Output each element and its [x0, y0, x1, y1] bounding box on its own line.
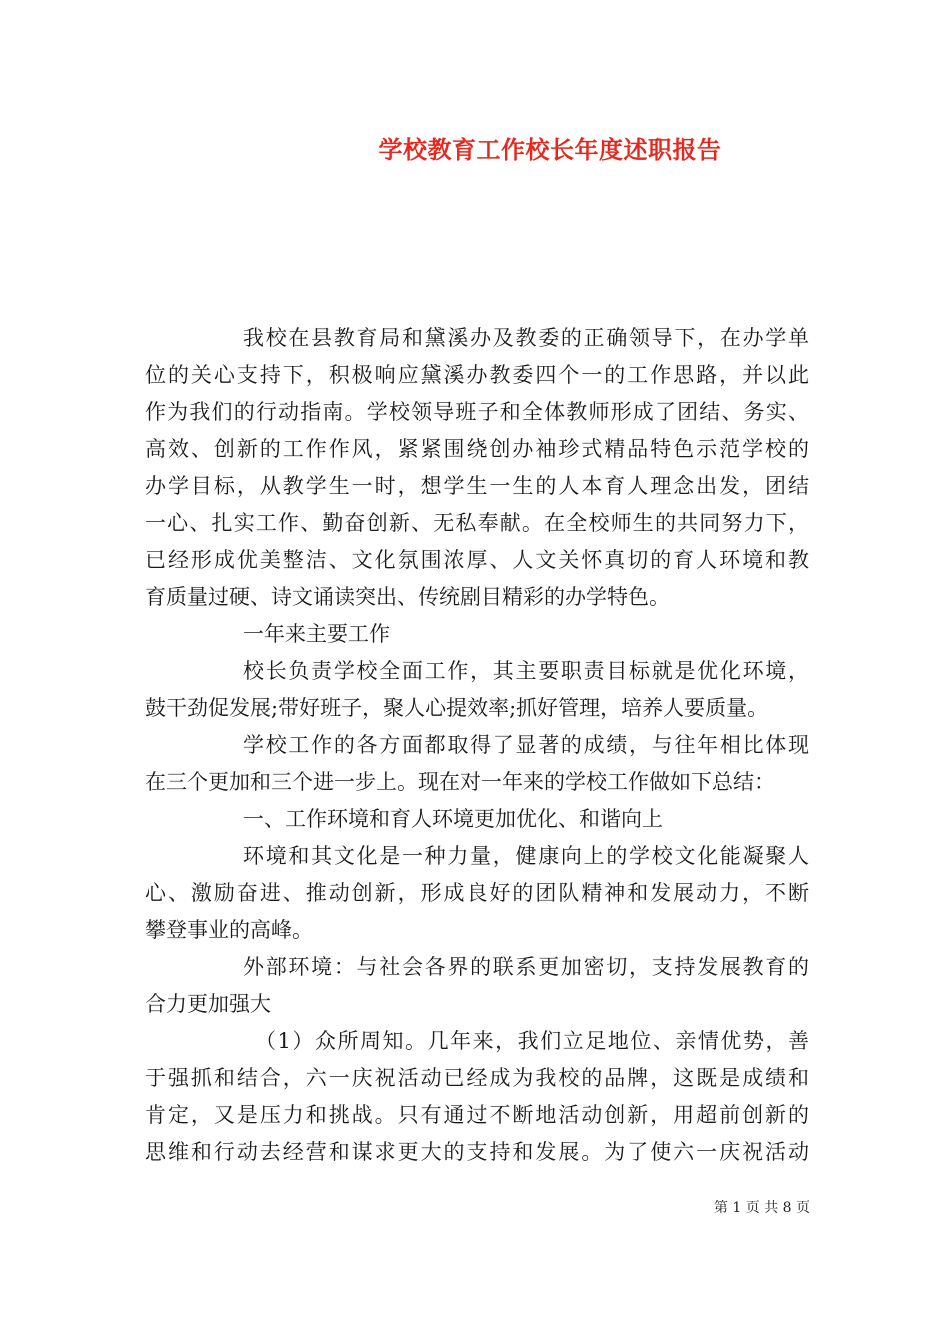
paragraph-line: 已经形成优美整洁、文化氛围浓厚、人文关怀真切的育人环境和教 — [145, 548, 809, 572]
paragraph-line: 我校在县教育局和黛溪办及教委的正确领导下，在办学单 — [243, 326, 809, 350]
paragraph-line: 于强抓和结合，六一庆祝活动已经成为我校的品牌，这既是成绩和 — [145, 1066, 809, 1090]
document-body — [145, 320, 809, 1171]
paragraph-line: 外部环境：与社会各界的联系更加密切，支持发展教育的 — [243, 955, 809, 979]
paragraph-line: 环境和其文化是一种力量，健康向上的学校文化能凝聚人 — [243, 844, 809, 868]
section-heading: 一年来主要工作 — [243, 622, 390, 646]
paragraph-line: 校长负责学校全面工作，其主要职责目标就是优化环境， — [243, 659, 809, 683]
paragraph-line: （1）众所周知。几年来，我们立足地位、亲情优势，善 — [255, 1029, 809, 1053]
paragraph-line: 攀登事业的高峰。 — [145, 918, 313, 942]
paragraph-line: 心、激励奋进、推动创新，形成良好的团队精神和发展动力，不断 — [145, 881, 809, 905]
paragraph-line: 鼓干劲促发展;带好班子，聚人心提效率;抓好管理，培养人要质量。 — [145, 696, 769, 720]
paragraph-line: 在三个更加和三个进一步上。现在对一年来的学校工作做如下总结： — [145, 770, 775, 794]
paragraph-line: 作为我们的行动指南。学校领导班子和全体教师形成了团结、务实、 — [145, 400, 809, 424]
section-heading: 一、工作环境和育人环境更加优化、和谐向上 — [243, 807, 663, 831]
page-number: 第 1 页 共 8 页 — [713, 1200, 810, 1216]
paragraph-line: 办学目标，从教学生一时，想学生一生的人本育人理念出发，团结 — [145, 474, 809, 498]
paragraph-line: 位的关心支持下，积极响应黛溪办教委四个一的工作思路，并以此 — [145, 363, 809, 387]
paragraph-line: 思维和行动去经营和谋求更大的支持和发展。为了使六一庆祝活动 — [145, 1140, 809, 1164]
paragraph-line: 合力更加强大 — [145, 992, 271, 1016]
paragraph-line: 高效、创新的工作作风，紧紧围绕创办袖珍式精品特色示范学校的 — [145, 437, 809, 461]
paragraph-line: 肯定，又是压力和挑战。只有通过不断地活动创新，用超前创新的 — [145, 1103, 809, 1127]
paragraph-line: 一心、扎实工作、勤奋创新、无私奉献。在全校师生的共同努力下， — [145, 511, 809, 535]
paragraph-line: 育质量过硬、诗文诵读突出、传统剧目精彩的办学特色。 — [145, 585, 670, 609]
document-title: 学校教育工作校长年度述职报告 — [378, 135, 722, 164]
paragraph-line: 学校工作的各方面都取得了显著的成绩，与往年相比体现 — [243, 733, 809, 757]
